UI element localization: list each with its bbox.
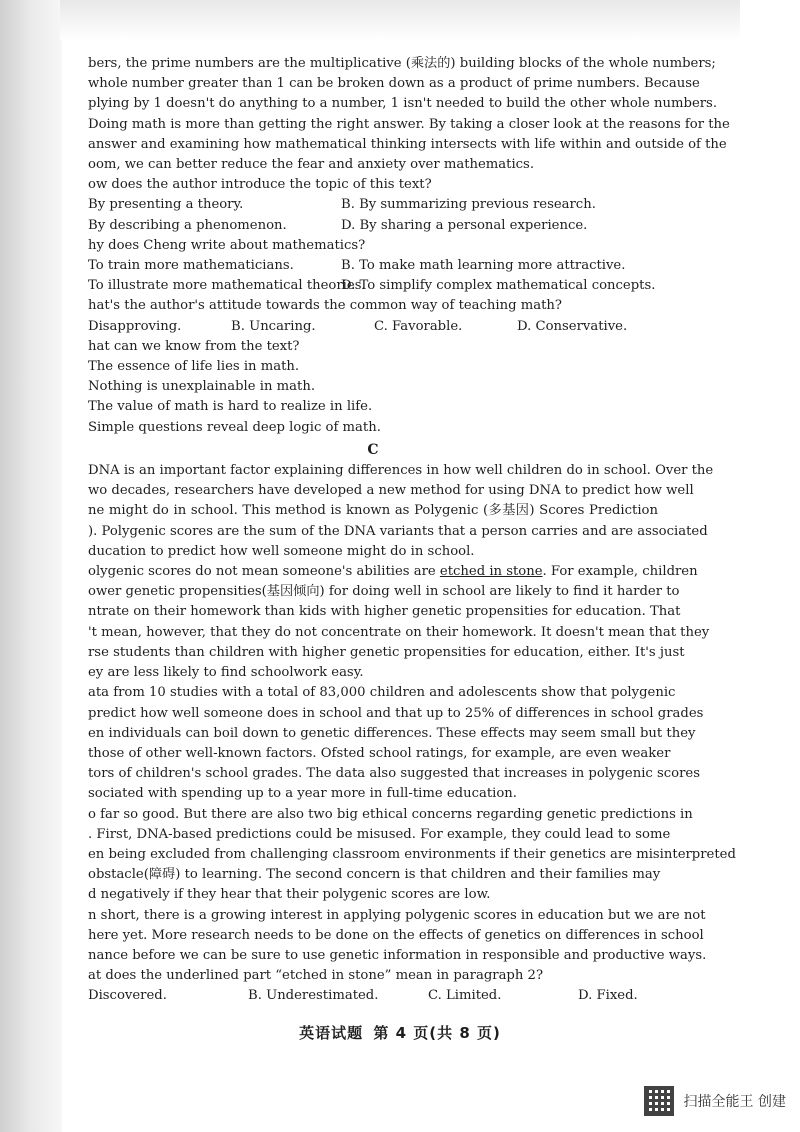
text-line: en being excluded from challenging classroom environments if their genetics are misinterpreted [88, 846, 736, 862]
option-c: To illustrate more mathematical theories. [88, 278, 366, 294]
option-b: B. By summarizing previous research. [341, 197, 596, 213]
option-d: Simple questions reveal deep logic of math. [88, 419, 381, 435]
question-stem: hat's the author's attitude towards the common way of teaching math? [88, 298, 562, 314]
option-c: C. Favorable. [374, 318, 463, 334]
section-heading: C [367, 441, 379, 458]
text-line: here yet. More research needs to be done on the effects of genetics on differences in school [88, 927, 704, 943]
text-line: oom, we can better reduce the fear and anxiety over mathematics. [88, 157, 535, 173]
question-stem: ow does the author introduce the topic of this text? [88, 177, 432, 193]
text-line: ne might do in school. This method is known as Polygenic (多基因) Scores Prediction [88, 503, 658, 519]
question-item [88, 966, 658, 1006]
question-stem: at does the underlined part “etched in stone” mean in paragraph 2? [88, 968, 544, 984]
option-d: D. By sharing a personal experience. [341, 217, 588, 233]
text-line: ). Polygenic scores are the sum of the DNA variants that a person carries and are associated [88, 523, 708, 539]
option-d: D. Fixed. [578, 988, 638, 1004]
scan-top-shadow [60, 0, 740, 40]
option-a: Disapproving. [88, 318, 182, 334]
option-b: B. To make math learning more attractive. [341, 258, 626, 274]
option-b: Nothing is unexplainable in math. [88, 379, 316, 395]
text-line: ducation to predict how well someone might do in school. [88, 543, 475, 559]
text-line: whole number greater than 1 can be broken down as a product of prime numbers. Because [88, 76, 700, 92]
text-line: 't mean, however, that they do not concentrate on their homework. It doesn't mean that they [88, 624, 710, 640]
text-line: . First, DNA-based predictions could be misused. For example, they could lead to some [88, 826, 671, 842]
option-d: D. To simplify complex mathematical concepts. [341, 278, 656, 294]
text-line: obstacle(障碍) to learning. The second concern is that children and their families may [88, 867, 661, 883]
text-line: en individuals can boil down to genetic differences. These effects may seem small but they [88, 725, 696, 741]
text-line: wo decades, researchers have developed a new method for using DNA to predict how well [88, 483, 694, 499]
question-item [88, 236, 658, 297]
passage-b-ending [88, 54, 730, 175]
option-c: C. Limited. [428, 988, 502, 1004]
text-line: tors of children's school grades. The data also suggested that increases in polygenic scores [88, 766, 700, 782]
text-line: d negatively if they hear that their polygenic scores are low. [88, 887, 491, 903]
text-line: plying by 1 doesn't do anything to a number, 1 isn't needed to build the other whole numbers. [88, 96, 718, 112]
question-item [88, 296, 658, 336]
text-line: Doing math is more than getting the right answer. By taking a closer look at the reasons for the [88, 116, 730, 132]
question-stem: hat can we know from the text? [88, 338, 300, 354]
text-line: answer and examining how mathematical thinking intersects with life within and outside of the [88, 136, 727, 152]
exam-page [88, 54, 736, 1007]
text-line: n short, there is a growing interest in applying polygenic scores in education but we are not [88, 907, 706, 923]
question-stem: hy does Cheng write about mathematics? [88, 237, 366, 253]
watermark-text: 扫描全能王 创建 [683, 1094, 786, 1110]
option-a: Discovered. [88, 988, 167, 1004]
qr-code-icon [644, 1086, 674, 1116]
passage-c [88, 461, 736, 966]
option-a: The essence of life lies in math. [88, 359, 300, 375]
footer-page-number: 第 4 页(共 8 页) [373, 1024, 501, 1042]
option-c: By describing a phenomenon. [88, 217, 287, 233]
text-line: ower genetic propensities(基因倾向) for doing well in school are likely to find it harder to [88, 584, 680, 600]
text-line: bers, the prime numbers are the multiplicative (乘法的) building blocks of the whole numbers; [88, 56, 716, 71]
text-line: DNA is an important factor explaining differences in how well children do in school. Over the [88, 463, 714, 479]
question-item [88, 175, 658, 236]
option-d: D. Conservative. [517, 318, 628, 334]
text-line: ey are less likely to find schoolwork easy. [88, 665, 364, 681]
option-b: B. Underestimated. [248, 988, 379, 1004]
scan-edge-shadow [0, 0, 62, 1132]
option-b: B. Uncaring. [231, 318, 316, 334]
option-c: The value of math is hard to realize in life. [88, 399, 373, 415]
text-line: o far so good. But there are also two big ethical concerns regarding genetic predictions in [88, 806, 693, 822]
option-a: To train more mathematicians. [88, 258, 294, 274]
text-line: rse students than children with higher genetic propensities for education, either. It's just [88, 644, 685, 660]
question-item [88, 337, 658, 438]
text-line: nance before we can be sure to use genetic information in responsible and productive ways. [88, 947, 707, 963]
underlined-phrase: etched in stone [439, 564, 543, 580]
text-line: ntrate on their homework than kids with higher genetic propensities for education. That [88, 604, 681, 620]
text-line: sociated with spending up to a year more in full-time education. [88, 786, 517, 802]
scanner-watermark [644, 1086, 786, 1116]
text-line: ata from 10 studies with a total of 83,000 children and adolescents show that polygenic [88, 685, 676, 701]
page-footer [0, 1022, 800, 1043]
option-a: By presenting a theory. [88, 197, 244, 213]
text-line: olygenic scores do not mean someone's abilities are etched in stone. For example, children [88, 564, 698, 580]
text-line: those of other well-known factors. Ofsted school ratings, for example, are even weaker [88, 745, 671, 761]
footer-subject: 英语试题 [299, 1024, 364, 1042]
text-line: predict how well someone does in school and that up to 25% of differences in school grades [88, 705, 704, 721]
